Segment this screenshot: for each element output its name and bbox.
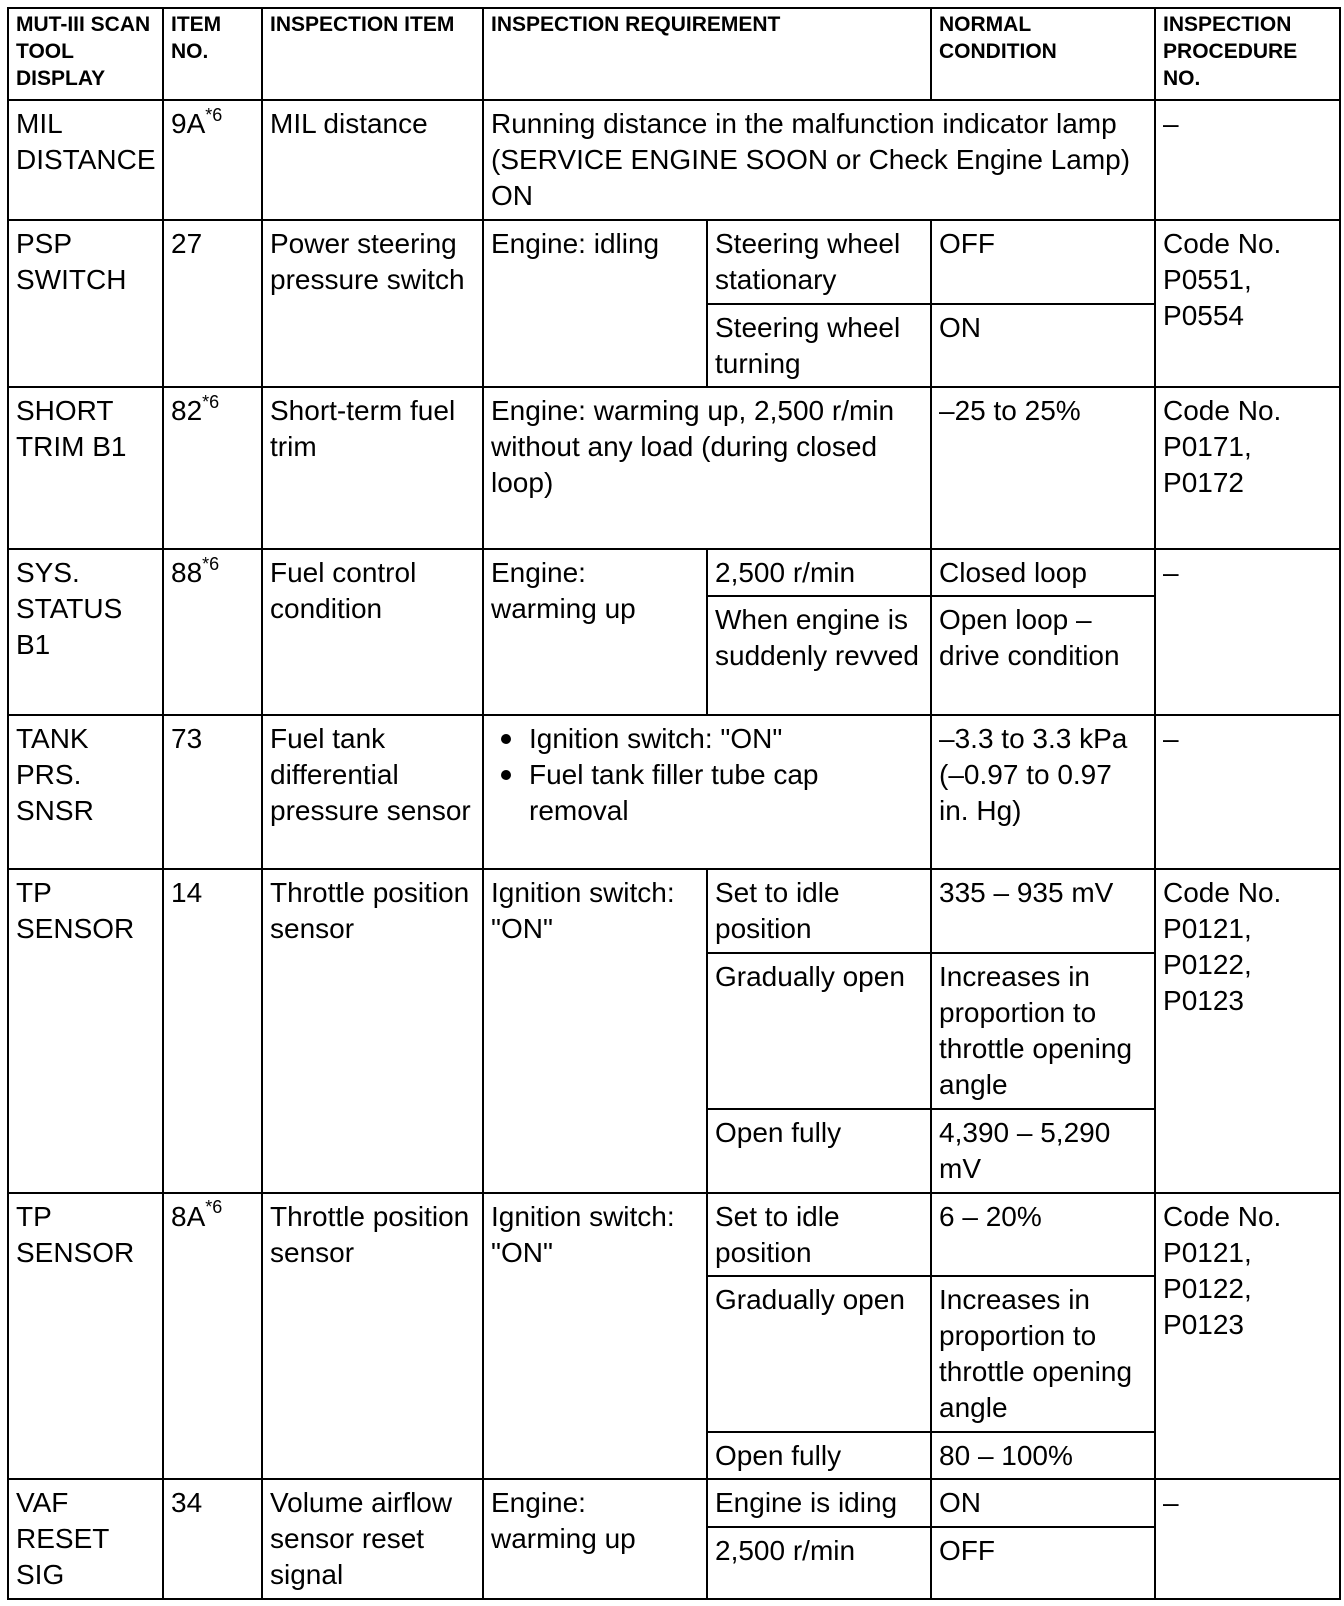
table-row bbox=[8, 549, 1340, 596]
item-no-cell bbox=[163, 387, 262, 550]
header-display: MUT-III SCAN TOOL DISPLAY bbox=[8, 8, 163, 100]
normal-cell: ON bbox=[931, 304, 1155, 387]
requirement-cell bbox=[483, 715, 931, 869]
item-footnote: *6 bbox=[202, 391, 220, 412]
inspection-item-cell: Short-term fuel trim bbox=[262, 387, 483, 550]
procedure-cell: Code No. P0121, P0122, P0123 bbox=[1155, 1193, 1340, 1479]
item-no: 8A bbox=[171, 1200, 206, 1232]
procedure-cell: – bbox=[1155, 549, 1340, 715]
table-header-row bbox=[8, 8, 1340, 100]
procedure-cell: Code No. P0121, P0122, P0123 bbox=[1155, 869, 1340, 1192]
display-cell: TP SENSOR bbox=[8, 1193, 163, 1479]
detail-cell: Open fully bbox=[707, 1109, 931, 1192]
requirement-cell: Engine: warming up, 2,500 r/min without any load (during closed loop) bbox=[483, 387, 931, 550]
inspection-item-cell: Throttle position sensor bbox=[262, 1193, 483, 1479]
normal-cell: Open loop – drive condition bbox=[931, 596, 1155, 715]
list-item: Fuel tank filler tube cap removal bbox=[529, 757, 923, 829]
normal-cell: –25 to 25% bbox=[931, 387, 1155, 550]
inspection-item-cell: Fuel control condition bbox=[262, 549, 483, 715]
item-no: 82 bbox=[171, 394, 203, 426]
detail-cell: Gradually open bbox=[707, 1276, 931, 1432]
normal-cell: OFF bbox=[931, 220, 1155, 303]
condition-cell: Engine: warming up bbox=[483, 1479, 707, 1599]
normal-cell: 6 – 20% bbox=[931, 1193, 1155, 1276]
condition-cell: Engine: warming up bbox=[483, 549, 707, 715]
detail-cell: 2,500 r/min bbox=[707, 1527, 931, 1599]
detail-cell: Set to idle position bbox=[707, 1193, 931, 1276]
normal-cell: Closed loop bbox=[931, 549, 1155, 596]
table-row bbox=[8, 100, 1340, 220]
requirement-cell: Running distance in the malfunction indicator lamp (SERVICE ENGINE SOON or Check Engine Lamp) ON bbox=[483, 100, 1155, 220]
table-row bbox=[8, 220, 1340, 303]
item-footnote: *6 bbox=[205, 105, 223, 126]
detail-cell: Set to idle position bbox=[707, 869, 931, 952]
procedure-cell: Code No. P0171, P0172 bbox=[1155, 387, 1340, 550]
normal-cell: Increases in proportion to throttle opening angle bbox=[931, 953, 1155, 1109]
normal-cell: ON bbox=[931, 1479, 1155, 1527]
item-no: 9A bbox=[171, 108, 206, 140]
item-no-cell: 34 bbox=[163, 1479, 262, 1599]
header-inspection-item: INSPECTION ITEM bbox=[262, 8, 483, 100]
procedure-cell: – bbox=[1155, 715, 1340, 869]
display-cell: TANK PRS. SNSR bbox=[8, 715, 163, 869]
table-row bbox=[8, 715, 1340, 869]
inspection-item-cell: Throttle position sensor bbox=[262, 869, 483, 1192]
requirement-list bbox=[491, 721, 923, 829]
detail-cell: 2,500 r/min bbox=[707, 549, 931, 596]
normal-cell: 4,390 – 5,290 mV bbox=[931, 1109, 1155, 1192]
detail-cell: Open fully bbox=[707, 1432, 931, 1479]
table-row bbox=[8, 1193, 1340, 1276]
item-no: 88 bbox=[171, 557, 203, 589]
display-cell: MIL DISTANCE bbox=[8, 100, 163, 220]
detail-cell: When engine is suddenly revved bbox=[707, 596, 931, 715]
detail-cell: Engine is iding bbox=[707, 1479, 931, 1527]
inspection-item-cell: Power steering pressure switch bbox=[262, 220, 483, 387]
item-no-cell: 73 bbox=[163, 715, 262, 869]
display-cell: SYS. STATUS B1 bbox=[8, 549, 163, 715]
item-no-cell bbox=[163, 100, 262, 220]
header-requirement: INSPECTION REQUIREMENT bbox=[483, 8, 931, 100]
detail-cell: Gradually open bbox=[707, 953, 931, 1109]
item-footnote: *6 bbox=[202, 554, 220, 575]
condition-cell: Ignition switch: "ON" bbox=[483, 869, 707, 1192]
inspection-item-cell: Fuel tank differential pressure sensor bbox=[262, 715, 483, 869]
item-no-cell: 14 bbox=[163, 869, 262, 1192]
procedure-cell: Code No. P0551, P0554 bbox=[1155, 220, 1340, 387]
procedure-cell: – bbox=[1155, 100, 1340, 220]
condition-cell: Ignition switch: "ON" bbox=[483, 1193, 707, 1479]
table-row bbox=[8, 1479, 1340, 1527]
list-item: Ignition switch: "ON" bbox=[529, 721, 923, 757]
normal-cell: Increases in proportion to throttle opening angle bbox=[931, 1276, 1155, 1432]
display-cell: TP SENSOR bbox=[8, 869, 163, 1192]
normal-cell: –3.3 to 3.3 kPa (–0.97 to 0.97 in. Hg) bbox=[931, 715, 1155, 869]
item-no-cell bbox=[163, 1193, 262, 1479]
procedure-cell: – bbox=[1155, 1479, 1340, 1599]
normal-cell: 335 – 935 mV bbox=[931, 869, 1155, 952]
normal-cell: 80 – 100% bbox=[931, 1432, 1155, 1479]
inspection-item-cell: Volume airflow sensor reset signal bbox=[262, 1479, 483, 1599]
header-item-no: ITEM NO. bbox=[163, 8, 262, 100]
display-cell: VAF RESET SIG bbox=[8, 1479, 163, 1599]
item-footnote: *6 bbox=[205, 1197, 223, 1218]
table-row bbox=[8, 387, 1340, 550]
header-procedure: INSPECTION PROCEDURE NO. bbox=[1155, 8, 1340, 100]
detail-cell: Steering wheel stationary bbox=[707, 220, 931, 303]
display-cell: PSP SWITCH bbox=[8, 220, 163, 387]
table-row bbox=[8, 869, 1340, 952]
inspection-item-cell: MIL distance bbox=[262, 100, 483, 220]
item-no-cell bbox=[163, 549, 262, 715]
normal-cell: OFF bbox=[931, 1527, 1155, 1599]
inspection-table bbox=[7, 7, 1341, 1600]
condition-cell: Engine: idling bbox=[483, 220, 707, 387]
display-cell: SHORT TRIM B1 bbox=[8, 387, 163, 550]
item-no-cell: 27 bbox=[163, 220, 262, 387]
header-normal-condition: NORMAL CONDITION bbox=[931, 8, 1155, 100]
detail-cell: Steering wheel turning bbox=[707, 304, 931, 387]
